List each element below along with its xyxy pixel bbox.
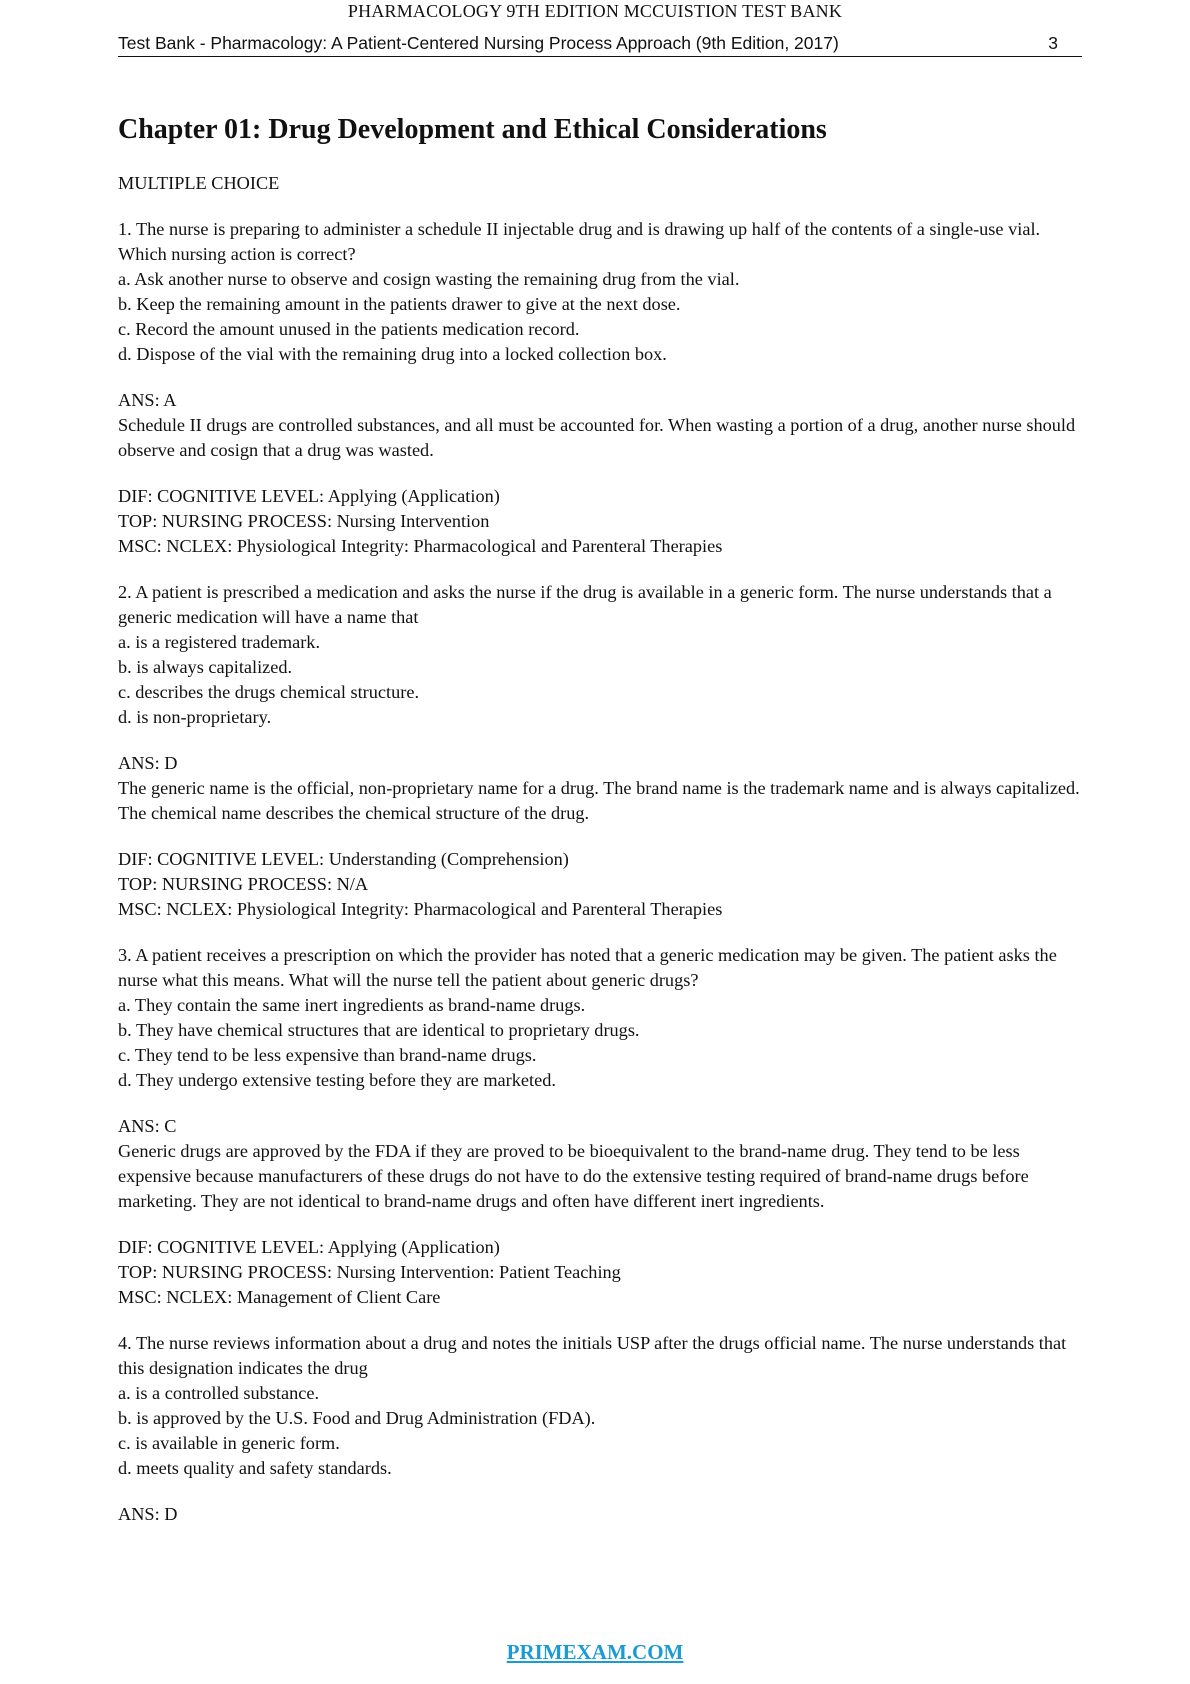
answer-block-1 (118, 388, 1082, 463)
topic-line: TOP: NURSING PROCESS: Nursing Intervention (118, 511, 490, 531)
question-1 (118, 217, 1082, 367)
topic-line: TOP: NURSING PROCESS: Nursing Intervention: Patient Teaching (118, 1262, 621, 1282)
option-c: c. describes the drugs chemical structure. (118, 682, 420, 702)
option-b: b. is approved by the U.S. Food and Drug Administration (FDA). (118, 1408, 596, 1428)
page-number: 3 (1048, 33, 1058, 53)
answer-options (118, 993, 1082, 1093)
meta-block-3 (118, 1235, 1082, 1310)
footer-site-link[interactable]: PRIMEXAM.COM (506, 1640, 684, 1664)
option-a: a. Ask another nurse to observe and cosign wasting the remaining drug from the vial. (118, 269, 740, 289)
question-stem: 4. The nurse reviews information about a drug and notes the initials USP after the drugs official name. The nurse understands that this designation indicates the drug (118, 1333, 1067, 1378)
difficulty-line: DIF: COGNITIVE LEVEL: Applying (Application) (118, 1237, 500, 1257)
question-stem: 2. A patient is prescribed a medication and asks the nurse if the drug is available in a generic form. The nurse understands that a generic medication will have a name that (118, 582, 1052, 627)
document-banner: PHARMACOLOGY 9TH EDITION MCCUISTION TEST BANK (347, 1, 843, 21)
msc-line: MSC: NCLEX: Management of Client Care (118, 1287, 441, 1307)
meta-block-2 (118, 847, 1082, 922)
answer-block-2 (118, 751, 1082, 826)
meta-block-1 (118, 484, 1082, 559)
option-b: b. is always capitalized. (118, 657, 293, 677)
answer-key: ANS: D (118, 753, 178, 773)
option-b: b. They have chemical structures that are identical to proprietary drugs. (118, 1020, 640, 1040)
answer-block-3 (118, 1114, 1082, 1214)
option-c: c. is available in generic form. (118, 1433, 340, 1453)
option-d: d. They undergo extensive testing before they are marketed. (118, 1070, 556, 1090)
option-d: d. is non-proprietary. (118, 707, 272, 727)
document-body (118, 171, 1082, 1548)
topic-line: TOP: NURSING PROCESS: N/A (118, 874, 369, 894)
answer-block-4 (118, 1502, 1082, 1527)
rationale: The generic name is the official, non-proprietary name for a drug. The brand name is the trademark name and is always capitalized. The chemical name describes the chemical structure of the drug. (118, 778, 1080, 823)
option-a: a. is a registered trademark. (118, 632, 321, 652)
option-d: d. meets quality and safety standards. (118, 1458, 392, 1478)
running-header (118, 32, 1082, 57)
option-d: d. Dispose of the vial with the remaining drug into a locked collection box. (118, 344, 667, 364)
option-b: b. Keep the remaining amount in the patients drawer to give at the next dose. (118, 294, 681, 314)
msc-line: MSC: NCLEX: Physiological Integrity: Pharmacological and Parenteral Therapies (118, 899, 723, 919)
difficulty-line: DIF: COGNITIVE LEVEL: Applying (Application) (118, 486, 500, 506)
answer-key: ANS: C (118, 1116, 177, 1136)
answer-key: ANS: D (118, 1504, 178, 1524)
answer-options (118, 630, 1082, 730)
question-4 (118, 1331, 1082, 1481)
question-2 (118, 580, 1082, 730)
rationale: Schedule II drugs are controlled substances, and all must be accounted for. When wasting a portion of a drug, another nurse should observe and cosign that a drug was wasted. (118, 415, 1076, 460)
rationale: Generic drugs are approved by the FDA if they are proved to be bioequivalent to the brand-name drug. They tend to be less expensive because manufacturers of these drugs do not have to do the extensive testing required of brand-name drugs before marketing. They are not identical to brand-name drugs and often have different inert ingredients. (118, 1141, 1029, 1211)
answer-key: ANS: A (118, 390, 177, 410)
option-c: c. Record the amount unused in the patients medication record. (118, 319, 580, 339)
msc-line: MSC: NCLEX: Physiological Integrity: Pharmacological and Parenteral Therapies (118, 536, 723, 556)
answer-options (118, 267, 1082, 367)
option-a: a. They contain the same inert ingredients as brand-name drugs. (118, 995, 586, 1015)
option-c: c. They tend to be less expensive than brand-name drugs. (118, 1045, 537, 1065)
section-label: MULTIPLE CHOICE (118, 173, 280, 193)
question-3 (118, 943, 1082, 1093)
difficulty-line: DIF: COGNITIVE LEVEL: Understanding (Comprehension) (118, 849, 569, 869)
option-a: a. is a controlled substance. (118, 1383, 320, 1403)
question-stem: 1. The nurse is preparing to administer a schedule II injectable drug and is drawing up half of the contents of a single-use vial. Which nursing action is correct? (118, 219, 1041, 264)
question-stem: 3. A patient receives a prescription on which the provider has noted that a generic medication may be given. The patient asks the nurse what this means. What will the nurse tell the patient about generic drugs? (118, 945, 1057, 990)
header-title: Test Bank - Pharmacology: A Patient-Centered Nursing Process Approach (9th Edition, 2017) (118, 33, 839, 53)
chapter-title: Chapter 01: Drug Development and Ethical Considerations (118, 114, 827, 145)
answer-options (118, 1381, 1082, 1481)
